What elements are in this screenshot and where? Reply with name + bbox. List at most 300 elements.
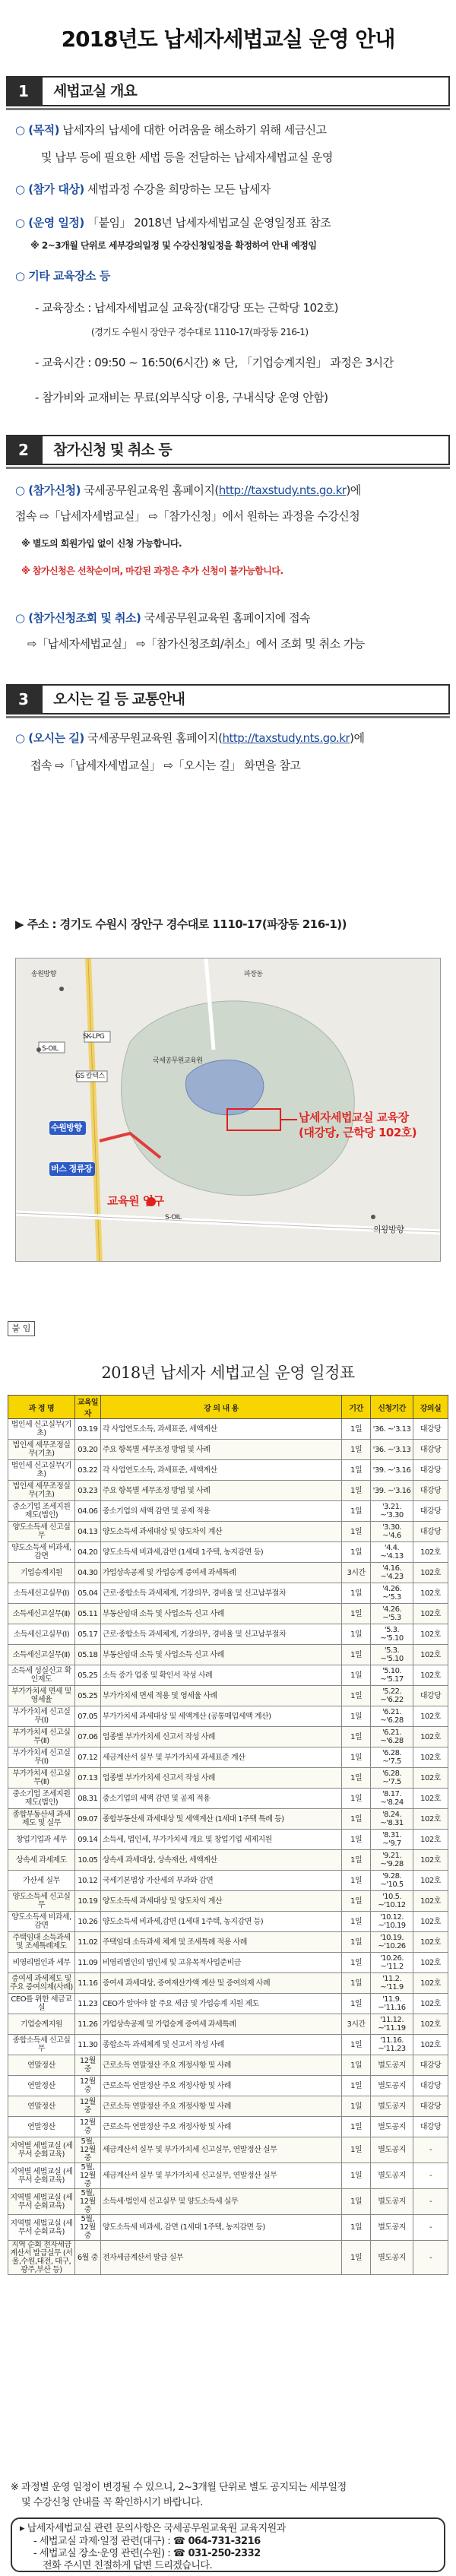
map-classroom-sublabel: (대강당, 근학당 102호) xyxy=(299,1126,417,1139)
room-cell: 대강당 xyxy=(413,1481,448,1501)
content-cell: 주요 항목별 세무조정 방법 및 사례 xyxy=(100,1481,341,1501)
content-cell: 양도소득세 비과세, 감면 (1세대 1주택, 농지감면 등) xyxy=(100,2215,341,2241)
duration-cell: 1일 xyxy=(342,1747,371,1768)
duration-cell: 1일 xyxy=(342,1768,371,1789)
content-cell: 각 사업연도소득, 과세표준, 세액계산 xyxy=(100,1419,341,1440)
apply-text-1b: )에 xyxy=(346,483,361,497)
course-name-cell: 지역별 세법교실 (세무서 순회교육) xyxy=(8,2163,75,2189)
room-cell: 102호 xyxy=(413,1994,448,2014)
date-cell: 5월, 12월 중 xyxy=(74,2137,100,2163)
section-header-apply xyxy=(6,435,450,465)
room-cell: 102호 xyxy=(413,1665,448,1686)
date-cell: 04.30 xyxy=(74,1563,100,1583)
section-title: 세법교실 개요 xyxy=(53,83,137,100)
content-cell: 근로소득 연말정산 주요 개정사항 및 사례 xyxy=(100,2055,341,2076)
section-number: 2 xyxy=(6,435,41,465)
apply-note-1: ※ 별도의 회원가입 없이 신청 가능합니다. xyxy=(21,538,182,549)
room-cell: 대강당 xyxy=(413,1686,448,1706)
duration-cell: 1일 xyxy=(342,1727,371,1747)
room-cell: 102호 xyxy=(413,1891,448,1912)
map-label-nts: 국세공무원교육원 xyxy=(153,1057,203,1065)
room-cell: 102호 xyxy=(413,1542,448,1563)
course-name-cell: 부가가치세 신고실무(Ⅰ) xyxy=(8,1747,75,1768)
room-cell: 102호 xyxy=(413,1768,448,1789)
target-line xyxy=(15,181,271,198)
contact-line-3-text: - 세법교실 장소·운영 관련(수원) : xyxy=(33,2548,173,2559)
course-name-cell: 증여세 과세제도 및 주요 증여의제(사례) xyxy=(8,1973,75,1994)
content-cell: 부동산임대 소득 및 사업소득 신고 사례 xyxy=(100,1604,341,1624)
table-row xyxy=(8,1912,448,1932)
duration-cell: 1일 xyxy=(342,1830,371,1850)
room-cell: - xyxy=(413,2241,448,2275)
content-cell: 근로소득 연말정산 주요 개정사항 및 사례 xyxy=(100,2096,341,2117)
course-name-cell: 법인세 신고실무(기초) xyxy=(8,1460,75,1481)
apply-period-cell: '8.31. ~'9.7 xyxy=(371,1830,413,1850)
map-label-sk-lpg: SK-LPG xyxy=(83,1033,105,1041)
section-title-box xyxy=(41,684,450,714)
room-cell: 대강당 xyxy=(413,1501,448,1522)
date-cell: 11.02 xyxy=(74,1932,100,1953)
content-cell: 근로소득 연말정산 주요 개정사항 및 사례 xyxy=(100,2117,341,2137)
duration-cell: 1일 xyxy=(342,1789,371,1809)
header-date: 교육일자 xyxy=(74,1396,100,1419)
room-cell: 102호 xyxy=(413,1645,448,1665)
table-row xyxy=(8,1789,448,1809)
room-cell: 102호 xyxy=(413,1871,448,1891)
room-cell: 대강당 xyxy=(413,2096,448,2117)
course-name-cell: 주택임대 소득과세 및 조세특례제도 xyxy=(8,1932,75,1953)
content-cell: 근로·종합소득 과세체계, 기장의무, 경비율 및 신고납부절차 xyxy=(100,1583,341,1604)
apply-period-cell: '5.3. ~'5.10 xyxy=(371,1645,413,1665)
content-cell: 증여세 과세대상, 증여재산가액 계산 및 증여의제 사례 xyxy=(100,1973,341,1994)
apply-period-cell: '8.17. ~'8.24 xyxy=(371,1789,413,1809)
date-cell: 05.18 xyxy=(74,1645,100,1665)
table-row xyxy=(8,1932,448,1953)
table-row xyxy=(8,1604,448,1624)
table-row xyxy=(8,1481,448,1501)
date-cell: 05.11 xyxy=(74,1604,100,1624)
date-cell: 11.23 xyxy=(74,1994,100,2014)
room-cell: 102호 xyxy=(413,1747,448,1768)
content-cell: 가업상속공제 및 가업승계 증여세 과세특례 xyxy=(100,1563,341,1583)
date-cell: 6월 중 xyxy=(74,2241,100,2275)
course-name-cell: 부가가치세 신고실무(Ⅱ) xyxy=(8,1768,75,1789)
page-title: 2018년도 납세자세법교실 운영 안내 xyxy=(61,27,395,52)
course-name-cell: 소득세신고실무(Ⅱ) xyxy=(8,1645,75,1665)
schedule-line xyxy=(15,214,331,231)
room-cell: 102호 xyxy=(413,1604,448,1624)
content-cell: 중소기업의 세액 감면 및 공제 적용 xyxy=(100,1501,341,1522)
room-cell: 102호 xyxy=(413,1727,448,1747)
duration-cell: 1일 xyxy=(342,1871,371,1891)
table-row xyxy=(8,2189,448,2215)
duration-cell: 1일 xyxy=(342,1501,371,1522)
table-row xyxy=(8,2035,448,2055)
course-name-cell: 상속세 과세제도 xyxy=(8,1850,75,1871)
target-text: 세법과정 수강을 희망하는 모든 납세자 xyxy=(84,182,271,196)
apply-period-cell: '4.26. ~'5.3 xyxy=(371,1583,413,1604)
apply-period-cell: '11.16. ~'11.23 xyxy=(371,2035,413,2055)
duration-cell: 1일 xyxy=(342,2215,371,2241)
room-cell: 대강당 xyxy=(413,1419,448,1440)
table-row xyxy=(8,2215,448,2241)
duration-cell: 3시간 xyxy=(342,1563,371,1583)
room-cell: 102호 xyxy=(413,1624,448,1645)
room-cell: 대강당 xyxy=(413,2117,448,2137)
map-classroom-label: 납세자세법교실 교육장 xyxy=(299,1111,409,1124)
date-cell: 12월 중 xyxy=(74,2117,100,2137)
address: ▶ 주소 : 경기도 수원시 장안구 경수대로 1110-17(파장동 216-1)) xyxy=(15,917,347,931)
date-cell: 10.12 xyxy=(74,1871,100,1891)
content-cell: 업종별 부가가치세 신고서 작성 사례 xyxy=(100,1727,341,1747)
room-cell: 102호 xyxy=(413,1953,448,1973)
content-cell: 세금계산서 실무 및 부가가치세 과세표준 계산 xyxy=(100,1747,341,1768)
duration-cell: 1일 xyxy=(342,1419,371,1440)
course-name-cell: 지역별 세법교실 (세무서 순회교육) xyxy=(8,2215,75,2241)
room-cell: 102호 xyxy=(413,1830,448,1850)
room-cell: 102호 xyxy=(413,1809,448,1830)
content-cell: 가업상속공제 및 가업승계 증여세 과세특례 xyxy=(100,2014,341,2035)
table-row xyxy=(8,2137,448,2163)
target-label: ○ (참가 대상) xyxy=(15,182,84,196)
course-name-cell: 중소기업 조세지원제도(법인) xyxy=(8,1789,75,1809)
course-name-cell: 소득세 성실신고 확인제도 xyxy=(8,1665,75,1686)
date-cell: 12월 중 xyxy=(74,2076,100,2096)
map-label-pajang: 파장동 xyxy=(244,971,263,978)
date-cell: 07.12 xyxy=(74,1747,100,1768)
schedule-text: 「붙임」 2018년 납세자세법교실 운영일정표 참조 xyxy=(84,216,331,230)
directions-line-2: 접속 ⇨「납세자세법교실」 ⇨「오시는 길」 화면을 참고 xyxy=(30,759,301,772)
duration-cell: 3시간 xyxy=(342,2014,371,2035)
location-map xyxy=(15,958,441,1262)
course-name-cell: 창업기업과 세무 xyxy=(8,1830,75,1850)
map-label-soil-1: S-OIL xyxy=(42,1045,59,1053)
apply-period-cell: '11.9. ~'11.16 xyxy=(371,1994,413,2014)
purpose-line-2: 및 납부 등에 필요한 세법 등을 전달하는 납세자세법교실 운영 xyxy=(41,151,333,164)
time-line: - 교육시간 : 09:50 ~ 16:50(6시간) ※ 단, 「기업승계지원」 과정은 3시간 xyxy=(35,356,394,369)
header-room: 강의실 xyxy=(413,1396,448,1419)
section-title: 오시는 길 등 교통안내 xyxy=(53,691,185,708)
apply-period-cell: 별도공지 xyxy=(371,2189,413,2215)
apply-period-cell: '36. ~'3.13 xyxy=(371,1440,413,1460)
content-cell: 부가가치세 과세대상 및 세액계산 (공통매입세액 계산) xyxy=(100,1706,341,1727)
date-cell: 04.13 xyxy=(74,1522,100,1542)
content-cell: 상속세 과세대상, 상속재산, 세액계산 xyxy=(100,1850,341,1871)
table-row xyxy=(8,2241,448,2275)
purpose-line-1 xyxy=(15,122,327,138)
apply-period-cell: 별도공지 xyxy=(371,2137,413,2163)
apply-period-cell: '3.30. ~'4.6 xyxy=(371,1522,413,1542)
duration-cell: 1일 xyxy=(342,2096,371,2117)
table-row xyxy=(8,1542,448,1563)
cancel-label: ○ (참가신청조회 및 취소) xyxy=(15,611,141,625)
duration-cell: 1일 xyxy=(342,1994,371,2014)
course-name-cell: 연말정산 xyxy=(8,2076,75,2096)
course-name-cell: 부가가치세 신고실무(Ⅰ) xyxy=(8,1706,75,1727)
map-label-uiwang: 의왕방향 xyxy=(373,1225,404,1234)
apply-period-cell: '10.19. ~'10.26 xyxy=(371,1932,413,1953)
content-cell: 국세기본법상 가산세의 부과와 감면 xyxy=(100,1871,341,1891)
apply-line-2: 접속 ⇨「납세자세법교실」 ⇨「참가신청」에서 원하는 과정을 수강신청 xyxy=(15,509,360,523)
purpose-label: ○ (목적) xyxy=(15,123,60,137)
date-cell: 05.04 xyxy=(74,1583,100,1604)
room-cell: - xyxy=(413,2189,448,2215)
directions-text-1b: )에 xyxy=(350,731,365,745)
section-title-box xyxy=(41,435,450,465)
content-cell: 부동산임대 소득 및 사업소득 신고 사례 xyxy=(100,1645,341,1665)
fee-line: - 참가비와 교재비는 무료(외부식당 이용, 구내식당 운영 안함) xyxy=(35,391,328,404)
duration-cell: 1일 xyxy=(342,1542,371,1563)
phone-2[interactable]: ☎ 031-250-2332 xyxy=(173,2548,261,2559)
place-line-2: (경기도 수원시 장안구 경수대로 1110-17(파장동 216-1) xyxy=(91,327,309,337)
duration-cell: 1일 xyxy=(342,2076,371,2096)
duration-cell: 1일 xyxy=(342,1973,371,1994)
contact-box xyxy=(11,2517,445,2572)
date-cell: 12월 중 xyxy=(74,2096,100,2117)
duration-cell: 1일 xyxy=(342,1686,371,1706)
date-cell: 5월, 12월 중 xyxy=(74,2189,100,2215)
duration-cell: 1일 xyxy=(342,1624,371,1645)
duration-cell: 1일 xyxy=(342,1809,371,1830)
apply-period-cell: 별도공지 xyxy=(371,2215,413,2241)
duration-cell: 1일 xyxy=(342,1604,371,1624)
apply-period-cell: '9.21. ~'9.28 xyxy=(371,1850,413,1871)
duration-cell: 1일 xyxy=(342,2137,371,2163)
table-row xyxy=(8,2014,448,2035)
table-row xyxy=(8,1747,448,1768)
date-cell: 10.05 xyxy=(74,1850,100,1871)
room-cell: 대강당 xyxy=(413,2076,448,2096)
table-row xyxy=(8,1501,448,1522)
course-name-cell: CEO를 위한 세금교실 xyxy=(8,1994,75,2014)
content-cell: 종합부동산세 과세대상 및 세액계산 (1세대 1주택 특례 등) xyxy=(100,1809,341,1830)
contact-line-1: ▸ 납세자세법교실 관련 문의사항은 국세공무원교육원 교육지원과 xyxy=(20,2523,286,2534)
duration-cell: 1일 xyxy=(342,1522,371,1542)
course-name-cell: 기업승계지원 xyxy=(8,1563,75,1583)
duration-cell: 1일 xyxy=(342,1645,371,1665)
apply-period-cell: 별도공지 xyxy=(371,2055,413,2076)
apply-line-1 xyxy=(15,482,361,499)
content-cell: 근로·종합소득 과세체계, 기장의무, 경비율 및 신고납부절차 xyxy=(100,1624,341,1645)
apply-period-cell: '4.26. ~'5.3 xyxy=(371,1604,413,1624)
content-cell: 소득세, 법인세, 부가가치세 개요 및 창업기업 세제지원 xyxy=(100,1830,341,1850)
duration-cell: 1일 xyxy=(342,1440,371,1460)
section-number: 1 xyxy=(6,76,41,106)
table-row xyxy=(8,1768,448,1789)
place-line-1: - 교육장소 : 납세자세법교실 교육장(대강당 또는 근학당 102호) xyxy=(35,301,338,315)
table-row xyxy=(8,1665,448,1686)
room-cell: - xyxy=(413,2215,448,2241)
directions-label: ○ (오시는 길) xyxy=(15,731,84,745)
course-name-cell: 종합소득세 신고실무 xyxy=(8,2035,75,2055)
content-cell: 주요 항목별 세무조정 방법 및 사례 xyxy=(100,1440,341,1460)
date-cell: 10.26 xyxy=(74,1912,100,1932)
date-cell: 07.06 xyxy=(74,1727,100,1747)
table-row xyxy=(8,1563,448,1583)
room-cell: 102호 xyxy=(413,1563,448,1583)
table-row xyxy=(8,1727,448,1747)
apply-period-cell: '8.24. ~'8.31 xyxy=(371,1809,413,1830)
date-cell: 12월 중 xyxy=(74,2055,100,2076)
map-label-songwon: 송원방향 xyxy=(31,971,56,978)
footer-note xyxy=(11,2480,445,2511)
duration-cell: 1일 xyxy=(342,1850,371,1871)
room-cell: 대강당 xyxy=(413,1460,448,1481)
course-name-cell: 부가가치세 면세 및 영세율 xyxy=(8,1686,75,1706)
duration-cell: 1일 xyxy=(342,2117,371,2137)
apply-period-cell: 별도공지 xyxy=(371,2241,413,2275)
schedule-note: ※ 2~3개월 단위로 세부강의일정 및 수강신청일정을 확정하여 안내 예정임 xyxy=(30,240,317,251)
table-row xyxy=(8,1973,448,1994)
table-row xyxy=(8,1994,448,2014)
table-row xyxy=(8,1645,448,1665)
apply-period-cell: '11.2. ~'11.9 xyxy=(371,1973,413,1994)
date-cell: 09.14 xyxy=(74,1830,100,1850)
duration-cell: 1일 xyxy=(342,1932,371,1953)
room-cell: 102호 xyxy=(413,1789,448,1809)
apply-period-cell: '6.28. ~'7.5 xyxy=(371,1768,413,1789)
content-cell: 근로소득 연말정산 주요 개정사항 및 사례 xyxy=(100,2076,341,2096)
phone-1[interactable]: ☎ 064-731-3216 xyxy=(173,2536,261,2547)
room-cell: 102호 xyxy=(413,1583,448,1604)
date-cell: 10.19 xyxy=(74,1891,100,1912)
header-apply-period: 신청기간 xyxy=(371,1396,413,1419)
date-cell: 11.09 xyxy=(74,1953,100,1973)
table-body xyxy=(8,1419,448,2275)
table-row xyxy=(8,1850,448,1871)
duration-cell: 1일 xyxy=(342,1583,371,1604)
date-cell: 05.25 xyxy=(74,1665,100,1686)
course-name-cell: 연말정산 xyxy=(8,2055,75,2076)
course-name-cell: 중소기업 조세지원제도(법인) xyxy=(8,1501,75,1522)
table-row xyxy=(8,2096,448,2117)
contact-line-2-text: - 세법교실 과제·일정 관련(대구) : xyxy=(33,2536,173,2547)
room-cell: 102호 xyxy=(413,1850,448,1871)
room-cell: 102호 xyxy=(413,2035,448,2055)
date-cell: 03.23 xyxy=(74,1481,100,1501)
apply-period-cell: '10.26. ~'11.2 xyxy=(371,1953,413,1973)
date-cell: 04.06 xyxy=(74,1501,100,1522)
content-cell: 부가가치세 면세 적용 및 영세율 사례 xyxy=(100,1686,341,1706)
header-course: 과 정 명 xyxy=(8,1396,75,1419)
table-header-row xyxy=(8,1396,448,1419)
content-cell: 양도소득세 비과세,감면 (1세대 1주택, 농지감면 등) xyxy=(100,1912,341,1932)
header-content: 강 의 내 용 xyxy=(100,1396,341,1419)
room-cell: 102호 xyxy=(413,2014,448,2035)
section-divider xyxy=(6,716,450,718)
course-name-cell: 지역 순회 전자세금계산서 발급실무 (서울,수원,대전, 대구,광주,부산 등) xyxy=(8,2241,75,2275)
table-row xyxy=(8,1891,448,1912)
cancel-line-2: ⇨「납세자세법교실」 ⇨「참가신청조회/취소」에서 조회 및 취소 가능 xyxy=(27,637,365,651)
date-cell: 03.19 xyxy=(74,1419,100,1440)
apply-period-cell: '6.28. ~'7.5 xyxy=(371,1747,413,1768)
apply-period-cell: '6.21. ~'6.28 xyxy=(371,1706,413,1727)
appendix-tag: 붙 임 xyxy=(8,1321,35,1336)
schedule-title: 2018년 납세자 세법교실 운영 일정표 xyxy=(101,1364,355,1382)
homepage-link[interactable]: http://taxstudy.nts.go.kr xyxy=(218,483,347,497)
course-name-cell: 법인세 세무조정실무(기초) xyxy=(8,1481,75,1501)
apply-period-cell: '10.12. ~'10.19 xyxy=(371,1912,413,1932)
table-row xyxy=(8,1522,448,1542)
table-row xyxy=(8,1624,448,1645)
room-cell: 102호 xyxy=(413,1706,448,1727)
table-row xyxy=(8,2055,448,2076)
duration-cell: 1일 xyxy=(342,2163,371,2189)
date-cell: 07.05 xyxy=(74,1706,100,1727)
duration-cell: 1일 xyxy=(342,2189,371,2215)
apply-period-cell: '9.28. ~'10.5 xyxy=(371,1871,413,1891)
date-cell: 04.20 xyxy=(74,1542,100,1563)
table-row xyxy=(8,2163,448,2189)
directions-line-1 xyxy=(15,730,365,746)
room-cell: - xyxy=(413,2163,448,2189)
date-cell: 07.13 xyxy=(74,1768,100,1789)
duration-cell: 1일 xyxy=(342,1481,371,1501)
content-cell: 세금계산서 실무 및 부가가치세 신고실무, 연말정산 실무 xyxy=(100,2137,341,2163)
table-row xyxy=(8,1583,448,1604)
date-cell: 03.20 xyxy=(74,1440,100,1460)
duration-cell: 1일 xyxy=(342,2035,371,2055)
course-name-cell: 양도소득세 비과세, 감면 xyxy=(8,1912,75,1932)
content-cell: CEO가 알아야 할 주요 세금 및 가업승계 지원 제도 xyxy=(100,1994,341,2014)
duration-cell: 1일 xyxy=(342,1460,371,1481)
table-row xyxy=(8,1686,448,1706)
course-name-cell: 법인세 세무조정실무(기초) xyxy=(8,1440,75,1460)
apply-period-cell: '36. ~'3.13 xyxy=(371,1419,413,1440)
apply-period-cell: 별도공지 xyxy=(371,2076,413,2096)
content-cell: 양도소득세 과세대상 및 양도차익 계산 xyxy=(100,1891,341,1912)
course-name-cell: 소득세신고실무(Ⅰ) xyxy=(8,1624,75,1645)
course-name-cell: 비영리법인과 세무 xyxy=(8,1953,75,1973)
content-cell: 업종별 부가가치세 신고서 작성 사례 xyxy=(100,1768,341,1789)
room-cell: 대강당 xyxy=(413,1522,448,1542)
header-duration: 기간 xyxy=(342,1396,371,1419)
apply-period-cell: '39. ~'3.16 xyxy=(371,1481,413,1501)
course-name-cell: 지역별 세법교실 (세무서 순회교육) xyxy=(8,2137,75,2163)
date-cell: 11.26 xyxy=(74,2014,100,2035)
section-divider xyxy=(6,467,450,469)
schedule-table xyxy=(8,1395,448,2275)
date-cell: 5월, 12월 중 xyxy=(74,2163,100,2189)
map-label-gs: GS 칼텍스 xyxy=(75,1073,105,1080)
course-name-cell: 종합부동산세 과세제도 및 실무 xyxy=(8,1809,75,1830)
table-row xyxy=(8,1440,448,1460)
room-cell: 대강당 xyxy=(413,1440,448,1460)
date-cell: 11.16 xyxy=(74,1973,100,1994)
map-label-suwon: 수원방향 xyxy=(51,1123,82,1133)
table-row xyxy=(8,1706,448,1727)
course-name-cell: 연말정산 xyxy=(8,2117,75,2137)
content-cell: 중소기업의 세액 감면 및 공제 적용 xyxy=(100,1789,341,1809)
room-cell: 102호 xyxy=(413,1973,448,1994)
contact-line-4: 전화 주시면 친절하게 답변 드리겠습니다. xyxy=(43,2560,213,2571)
apply-period-cell: '10.5. ~'10.12 xyxy=(371,1891,413,1912)
content-cell: 세금계산서 실무 및 부가가치세 신고실무, 연말정산 실무 xyxy=(100,2163,341,2189)
apply-period-cell: '5.10. ~'5.17 xyxy=(371,1665,413,1686)
duration-cell: 1일 xyxy=(342,1706,371,1727)
section-title-box xyxy=(41,76,450,106)
date-cell: 11.30 xyxy=(74,2035,100,2055)
date-cell: 09.07 xyxy=(74,1809,100,1830)
homepage-link[interactable]: http://taxstudy.nts.go.kr xyxy=(222,731,350,745)
content-cell: 양도소득세 과세대상 및 양도차익 계산 xyxy=(100,1522,341,1542)
apply-period-cell: '6.21. ~'6.28 xyxy=(371,1727,413,1747)
etc-label: ○ 기타 교육장소 등 xyxy=(15,269,110,283)
table-row xyxy=(8,2117,448,2137)
date-cell: 08.31 xyxy=(74,1789,100,1809)
duration-cell: 1일 xyxy=(342,1665,371,1686)
apply-period-cell: 별도공지 xyxy=(371,2117,413,2137)
